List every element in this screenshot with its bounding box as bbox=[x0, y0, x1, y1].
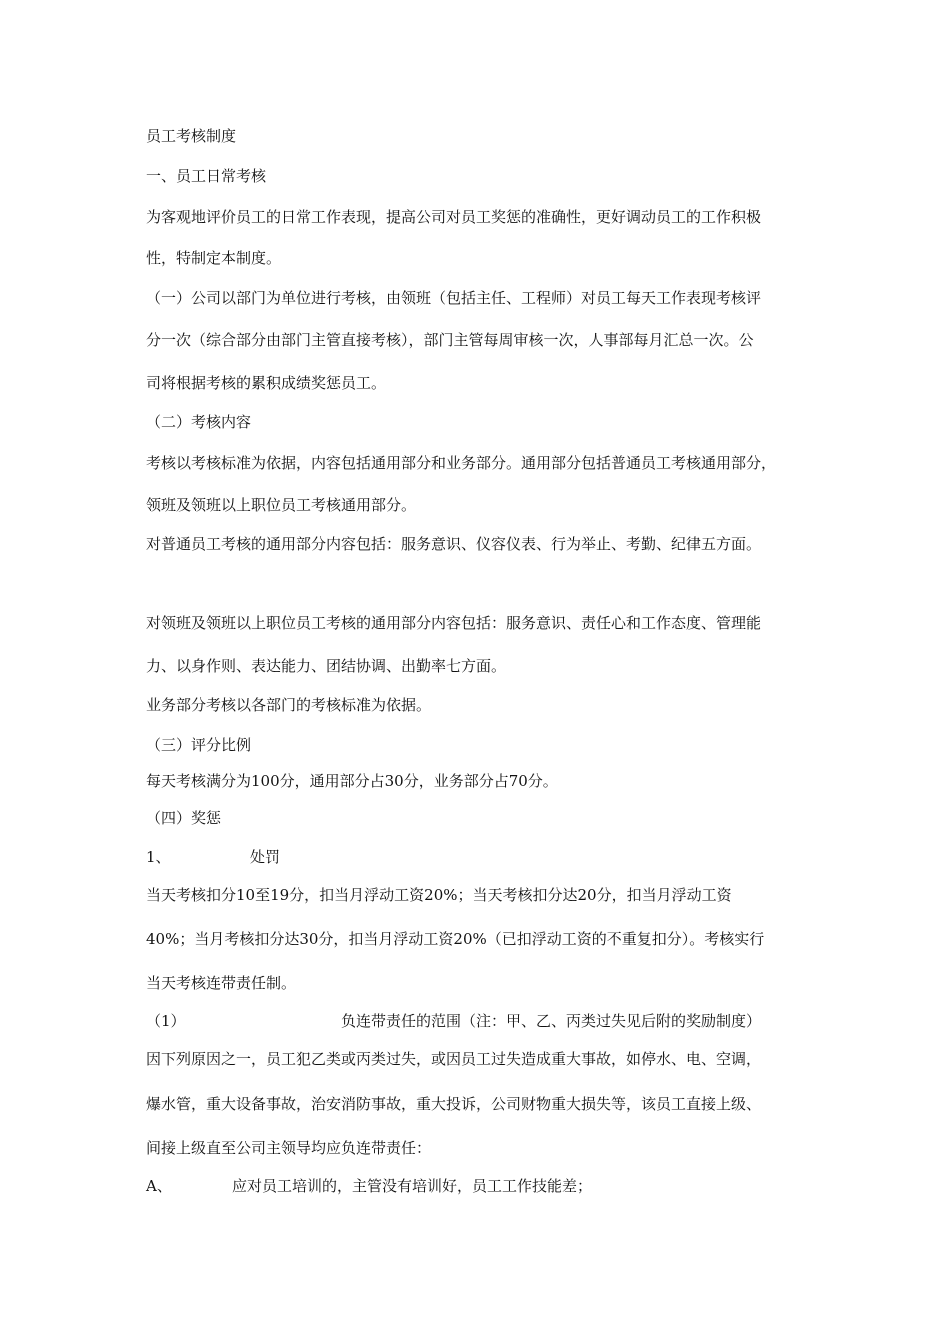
paragraph-line: 对普通员工考核的通用部分内容包括：服务意识、仪容仪表、行为举止、考勤、纪律五方面。 bbox=[146, 535, 762, 553]
subsection-heading: （二）考核内容 bbox=[146, 413, 252, 431]
paragraph-line: 性，特制定本制度。 bbox=[146, 249, 282, 267]
section-heading: 一、员工日常考核 bbox=[146, 167, 267, 185]
paragraph-line: 对领班及领班以上职位员工考核的通用部分内容包括：服务意识、责任心和工作态度、管理能 bbox=[146, 614, 762, 632]
paragraph-line: 间接上级直至公司主领导均应负连带责任： bbox=[146, 1139, 432, 1157]
paragraph-line: 因下列原因之一，员工犯乙类或丙类过失，或因员工过失造成重大事故，如停水、电、空调， bbox=[146, 1050, 762, 1068]
list-number: 1、 bbox=[146, 848, 171, 866]
paragraph-line: 40%；当月考核扣分达30分，扣当月浮动工资20%（已扣浮动工资的不重复扣分）。考核实行 bbox=[146, 930, 765, 948]
subsection-heading: （四）奖惩 bbox=[146, 809, 222, 827]
paragraph-line: （一）公司以部门为单位进行考核，由领班（包括主任、工程师）对员工每天工作表现考核评 bbox=[146, 289, 762, 307]
paragraph-line: 当天考核扣分10至19分，扣当月浮动工资20%；当天考核扣分达20分，扣当月浮动工资 bbox=[146, 886, 732, 904]
paragraph-line: 司将根据考核的累积成绩奖惩员工。 bbox=[146, 374, 387, 392]
paragraph-line: 为客观地评价员工的日常工作表现，提高公司对员工奖惩的准确性，更好调动员工的工作积极 bbox=[146, 208, 762, 226]
paragraph-line: 领班及领班以上职位员工考核通用部分。 bbox=[146, 496, 417, 514]
list-text: 处罚 bbox=[250, 848, 281, 866]
list-text: 负连带责任的范围（注：甲、乙、丙类过失见后附的奖励制度） bbox=[341, 1012, 762, 1030]
paragraph-line: 分一次（综合部分由部门主管直接考核），部门主管每周审核一次，人事部每月汇总一次。公 bbox=[146, 331, 754, 349]
paragraph-line: 考核以考核标准为依据，内容包括通用部分和业务部分。通用部分包括普通员工考核通用部分， bbox=[146, 454, 777, 472]
list-item bbox=[146, 847, 280, 867]
paragraph-line: 力、以身作则、表达能力、团结协调、出勤率七方面。 bbox=[146, 657, 507, 675]
subsection-heading: （三）评分比例 bbox=[146, 736, 252, 754]
paragraph-line: 爆水管，重大设备事故，治安消防事故，重大投诉，公司财物重大损失等，该员工直接上级、 bbox=[146, 1095, 762, 1113]
list-item bbox=[146, 1176, 592, 1196]
paragraph-line: 当天考核连带责任制。 bbox=[146, 974, 297, 992]
paragraph-line: 每天考核满分为100分，通用部分占30分，业务部分占70分。 bbox=[146, 772, 558, 790]
paragraph-line: 业务部分考核以各部门的考核标准为依据。 bbox=[146, 696, 432, 714]
list-number: （1） bbox=[146, 1012, 186, 1030]
list-text: 应对员工培训的，主管没有培训好，员工工作技能差； bbox=[232, 1177, 593, 1195]
list-number: A、 bbox=[146, 1177, 172, 1195]
document-title: 员工考核制度 bbox=[146, 127, 237, 145]
list-item bbox=[146, 1011, 761, 1031]
